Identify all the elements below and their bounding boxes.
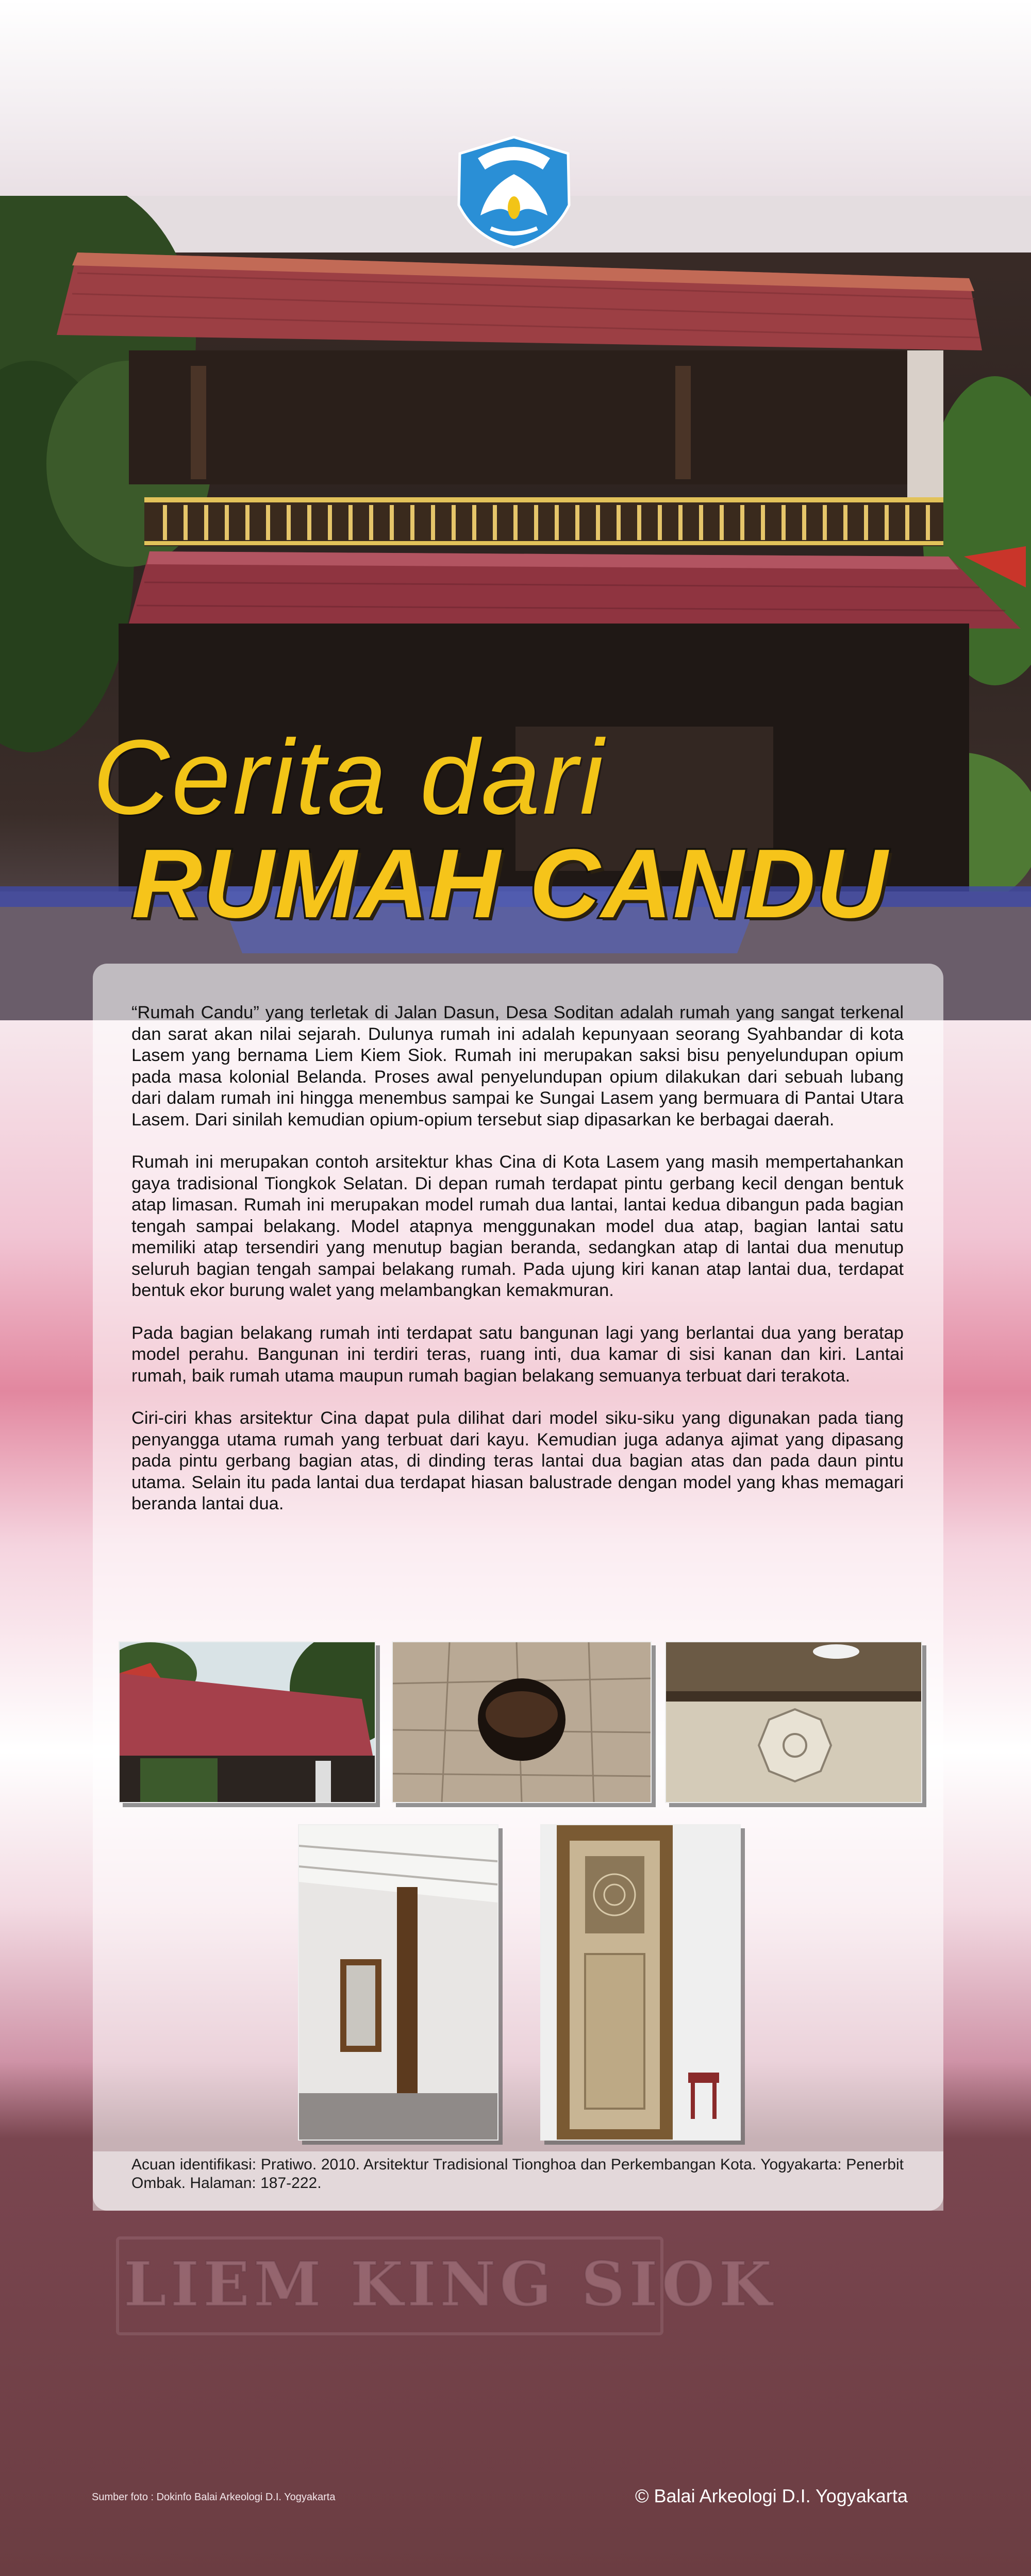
amulet-ornament-image [666, 1642, 921, 1802]
house-roof-image [120, 1642, 375, 1802]
copyright-notice: © Balai Arkeologi D.I. Yogyakarta [635, 2485, 908, 2506]
photo-amulet-ornament [665, 1641, 922, 1803]
photo-wooden-pillar [298, 1824, 498, 2141]
photo-carved-door [540, 1824, 741, 2141]
title-line-2: RUMAH CANDU [131, 829, 888, 938]
tut-wuri-handayani-emblem-icon [450, 133, 578, 251]
paragraph-2: Rumah ini merupakan contoh arsitektur khas Cina di Kota Lasem yang masih mempertahankan gaya tradisional Tiongkok Selatan. Di depan rumah terdapat pintu gerbang kecil dengan bentuk atap limasan. Rumah ini merupakan model rumah dua lantai, lantai kedua dibangun pada bagian tengah sampai belakang. Model atapnya menggunakan model dua atap, bagian lantai satu memiliki atap tersendiri yang menutup bagian beranda, sedangkan atap di lantai dua menutup seluruh bagian tengah sampai belakang rumah. Pada ujung kiri kanan atap lantai dua, terdapat bentuk ekor burung walet yang melambangkan kemakmuran. [131, 1152, 904, 1300]
photo-house-roof [119, 1641, 376, 1803]
photo-source-credit: Sumber foto : Dokinfo Balai Arkeologi D.I. Yogyakarta [92, 2491, 336, 2503]
title-line-1: Cerita dari [93, 718, 606, 836]
plaque-text: LIEM KING SIOK [124, 2248, 776, 2320]
reference-text: Acuan identifikasi: Pratiwo. 2010. Arsitektur Tradisional Tionghoa dan Perkembangan Kota. Yogyakarta: Penerbit Ombak. Halaman: 187-222. [131, 2156, 904, 2192]
floor-hole-image [393, 1642, 651, 1802]
paragraph-1: “Rumah Candu” yang terletak di Jalan Dasun, Desa Soditan adalah rumah yang sangat terkenal dan sarat akan nilai sejarah. Dulunya rumah ini adalah kepunyaan seorang Syahbandar di kota Lasem yang bernama Liem Kiem Siok. Rumah ini merupakan saksi bisu penyelundupan opium pada masa kolonial Belanda. Proses awal penyelundupan opium dilakukan dari sebuah lubang dari dalam rumah ini hingga menembus sampai ke Sungai Lasem yang bermuara di Pantai Utara Lasem. Dari sinilah kemudian opium-opium tersebut siap dipasarkan ke berbagai daerah. [131, 1003, 904, 1130]
carved-door-image [541, 1825, 740, 2140]
paragraph-4: Ciri-ciri khas arsitektur Cina dapat pula dilihat dari model siku-siku yang digunakan pada tiang penyangga utama rumah yang terbuat dari kayu. Kemudian juga adanya ajimat yang dipasang pada pintu gerbang bagian atas, di dinding teras lantai dua bagian atas dan pada daun pintu utama. Selain itu pada lantai dua terdapat hiasan balustrade dengan model yang khas memagari beranda lantai dua. [131, 1408, 904, 1513]
paragraph-3: Pada bagian belakang rumah inti terdapat satu bangunan lagi yang berlantai dua yang beratap model perahu. Bangunan ini terdiri teras, ruang inti, dua kamar di sisi kanan dan kiri. Lantai rumah, baik rumah utama maupun rumah bagian belakang semuanya terbuat dari terakota. [131, 1323, 904, 1386]
photo-floor-hole [392, 1641, 652, 1803]
wooden-pillar-image [299, 1825, 497, 2140]
tut-wuri-handayani-logo [450, 133, 578, 251]
body-text [131, 1002, 904, 1536]
